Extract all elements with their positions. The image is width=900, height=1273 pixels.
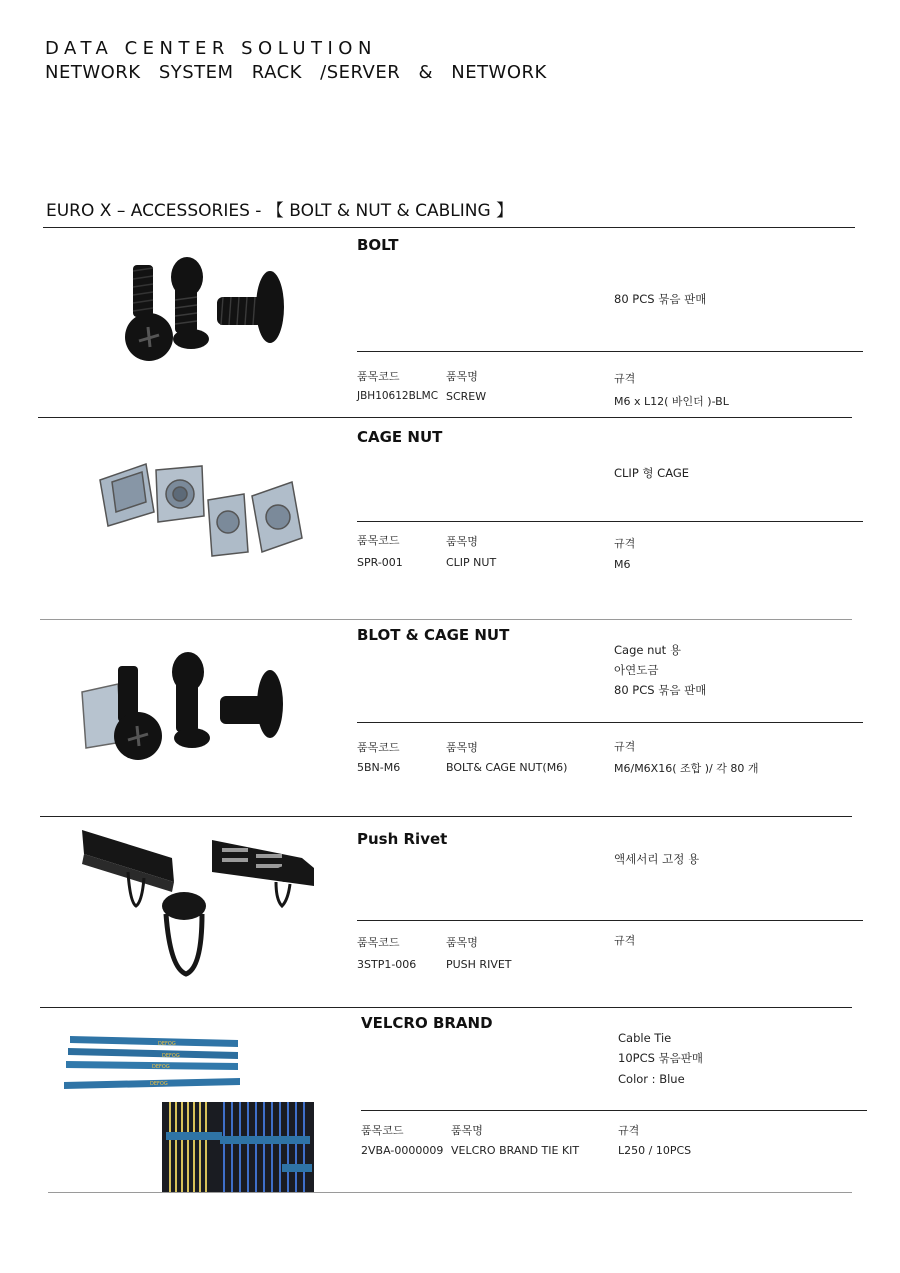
product-title: BOLT [357, 236, 399, 254]
product-desc-line: 80 PCS 묶음 판매 [614, 292, 707, 306]
strap-label: DEFOG [150, 1081, 168, 1087]
code-label: 품목코드 [357, 936, 400, 949]
product-divider [357, 351, 863, 352]
spec-label: 규격 [614, 740, 636, 753]
strap-label: DEFOG [152, 1064, 170, 1070]
row-divider [40, 816, 852, 817]
product-desc-line: Cage nut 용 [614, 643, 681, 657]
cage-nut-image [96, 460, 306, 560]
spec-label: 규격 [614, 372, 636, 385]
product-title: CAGE NUT [357, 428, 443, 446]
product-title: Push Rivet [357, 830, 448, 848]
product-spec: L250 / 10PCS [618, 1144, 692, 1157]
section-title: EURO X – ACCESSORIES - 【 BOLT & NUT & CABLING 】 [46, 201, 514, 221]
name-label: 품목명 [451, 1124, 483, 1137]
code-label: 품목코드 [357, 534, 400, 547]
spec-label: 규격 [618, 1124, 640, 1137]
spec-label: 규격 [614, 537, 636, 550]
product-name: SCREW [446, 390, 487, 403]
product-desc-line: 아연도금 [614, 663, 659, 677]
row-divider [38, 417, 852, 418]
row-divider [48, 1192, 852, 1193]
product-code: 3STP1-006 [357, 958, 417, 971]
code-label: 품목코드 [357, 370, 400, 383]
header-line-1: DATA CENTER SOLUTION [45, 38, 377, 59]
section-divider [43, 227, 855, 228]
strap-label: DEFOG [162, 1053, 180, 1059]
product-code: SPR-001 [357, 556, 403, 569]
product-title: VELCRO BRAND [361, 1014, 493, 1032]
product-name: VELCRO BRAND TIE KIT [451, 1144, 580, 1157]
product-desc-line: Cable Tie [618, 1031, 672, 1045]
product-spec: M6 [614, 558, 631, 571]
name-label: 품목명 [446, 936, 478, 949]
velcro-straps-image [62, 1034, 242, 1094]
name-label: 품목명 [446, 370, 478, 383]
product-divider [357, 521, 863, 522]
product-divider [357, 920, 863, 921]
row-divider [40, 1007, 852, 1008]
product-desc-line: CLIP 형 CAGE [614, 466, 690, 480]
product-name: PUSH RIVET [446, 958, 512, 971]
code-label: 품목코드 [361, 1124, 404, 1137]
product-desc-line: 10PCS 묶음판매 [618, 1051, 703, 1065]
product-desc-line: Color : Blue [618, 1072, 685, 1086]
name-label: 품목명 [446, 741, 478, 754]
product-divider [361, 1110, 867, 1111]
bolt-cage-nut-image [78, 650, 288, 760]
header-line-2: NETWORK SYSTEM RACK /SERVER & NETWORK [45, 62, 547, 83]
product-title: BLOT & CAGE NUT [357, 626, 510, 644]
code-label: 품목코드 [357, 741, 400, 754]
velcro-cabling-photo [162, 1102, 314, 1192]
product-spec: M6 x L12( 바인더 )-BL [614, 395, 729, 408]
product-name: BOLT& CAGE NUT(M6) [446, 761, 568, 774]
push-rivet-image [80, 828, 316, 978]
product-code: 5BN-M6 [357, 761, 401, 774]
strap-label: DEFOG [158, 1041, 176, 1047]
spec-label: 규격 [614, 934, 636, 947]
bolt-image [115, 255, 290, 365]
name-label: 품목명 [446, 535, 478, 548]
product-code: JBH10612BLMC [357, 390, 439, 402]
product-divider [357, 722, 863, 723]
row-divider [40, 619, 852, 620]
product-code: 2VBA-0000009 [361, 1144, 444, 1157]
product-spec: M6/M6X16( 조합 )/ 각 80 개 [614, 762, 759, 775]
product-name: CLIP NUT [446, 556, 497, 569]
product-desc-line: 액세서리 고정 용 [614, 852, 700, 866]
product-desc-line: 80 PCS 묶음 판매 [614, 683, 707, 697]
